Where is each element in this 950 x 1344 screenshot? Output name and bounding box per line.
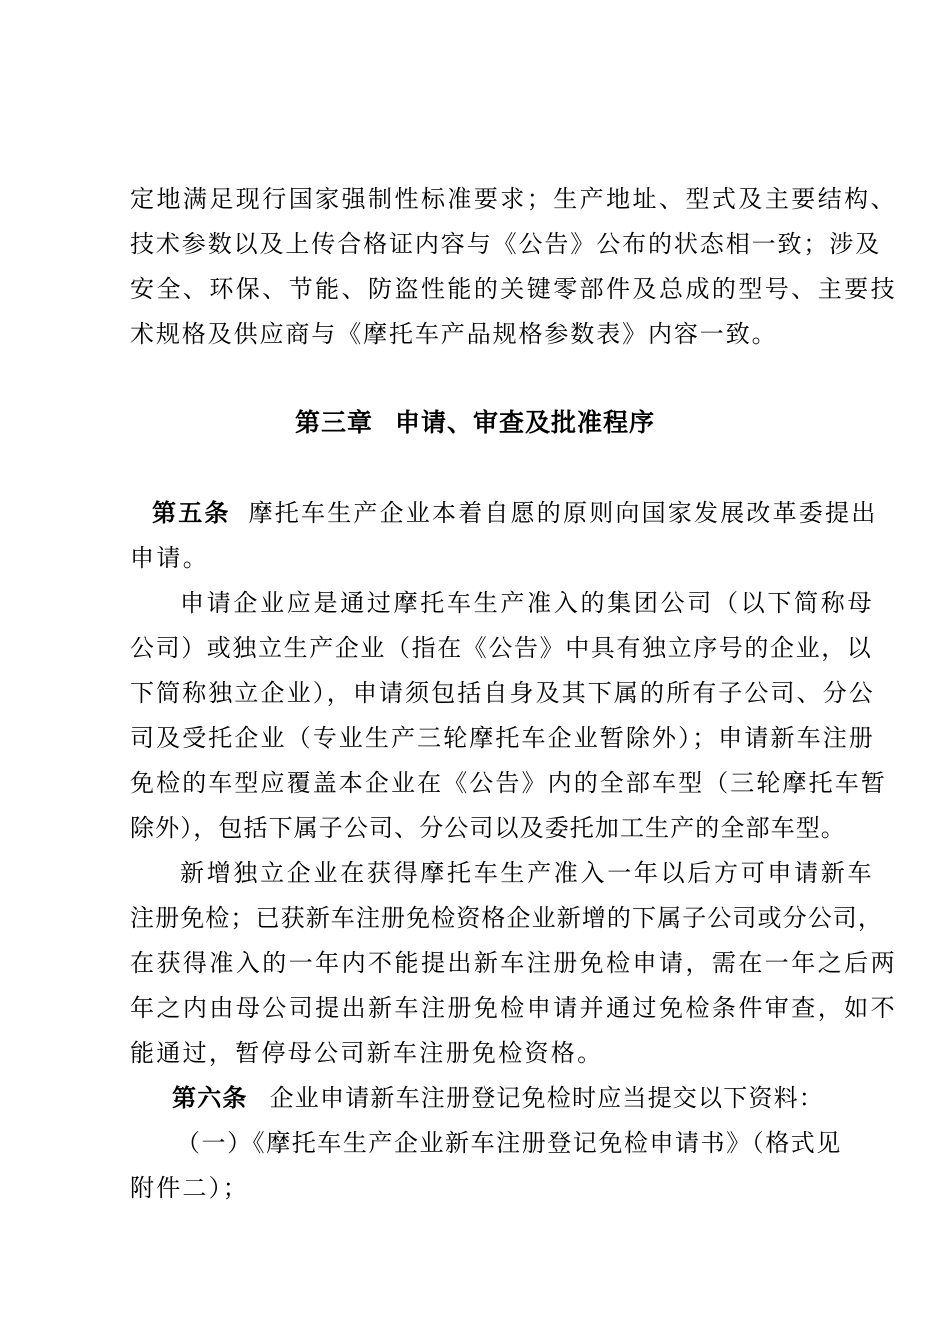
paragraph-line: 新增独立企业在获得摩托车生产准入一年以后方可申请新车: [180, 859, 875, 887]
paragraph-line: 安全、环保、节能、防盗性能的关键零部件及总成的型号、主要技: [130, 275, 898, 303]
paragraph-line: 技术参数以及上传合格证内容与《公告》公布的状态相一致；涉及: [130, 230, 882, 258]
paragraph-line: 注册免检；已获新车注册免检资格企业新增的下属子公司或分公司，: [130, 904, 883, 932]
article-5-label: 第五条: [152, 498, 231, 527]
paragraph-line: 定地满足现行国家强制性标准要求；生产地址、型式及主要结构、: [130, 185, 898, 213]
paragraph-line: 除外），包括下属子公司、分公司以及委托加工生产的全部车型。: [130, 814, 846, 842]
chapter-heading: [0, 408, 950, 438]
article-6-line: [172, 1083, 824, 1113]
article-6-label: 第六条: [172, 1083, 248, 1112]
paragraph-line: 公司）或独立生产企业（指在《公告》中具有独立序号的企业，以: [130, 634, 873, 662]
article-5-line: 申请。: [130, 544, 210, 572]
list-item-line: 附件二）；: [130, 1174, 249, 1202]
chapter-title: 申请、审查及批准程序: [395, 408, 656, 437]
article-6-text: 企业申请新车注册登记免检时应当提交以下资料：: [269, 1084, 825, 1112]
paragraph-line: 下简称独立企业），申请须包括自身及其下属的所有子公司、分公: [130, 679, 875, 707]
paragraph-line: 免检的车型应覆盖本企业在《公告》内的全部车型（三轮摩托车暂: [130, 769, 887, 797]
paragraph-line: 司及受托企业（专业生产三轮摩托车企业暂除外）；申请新车注册: [130, 724, 875, 752]
paragraph-line: 申请企业应是通过摩托车生产准入的集团公司（以下简称母: [180, 589, 875, 617]
paragraph-line: 术规格及供应商与《摩托车产品规格参数表》内容一致。: [130, 320, 778, 348]
chapter-number: 第三章: [294, 408, 373, 437]
article-5-line: [152, 498, 877, 528]
paragraph-line: 年之内由母公司提出新车注册免检申请并通过免检条件审查，如不: [130, 994, 898, 1022]
article-5-text: 摩托车生产企业本着自愿的原则向国家发展改革委提出: [248, 499, 878, 527]
paragraph-line: 在获得准入的一年内不能提出新车注册免检申请，需在一年之后两: [130, 949, 898, 977]
list-item-line: （一）《摩托车生产企业新车注册登记免检申请书》（格式见: [176, 1129, 842, 1157]
paragraph-line: 能通过，暂停母公司新车注册免检资格。: [130, 1039, 604, 1067]
